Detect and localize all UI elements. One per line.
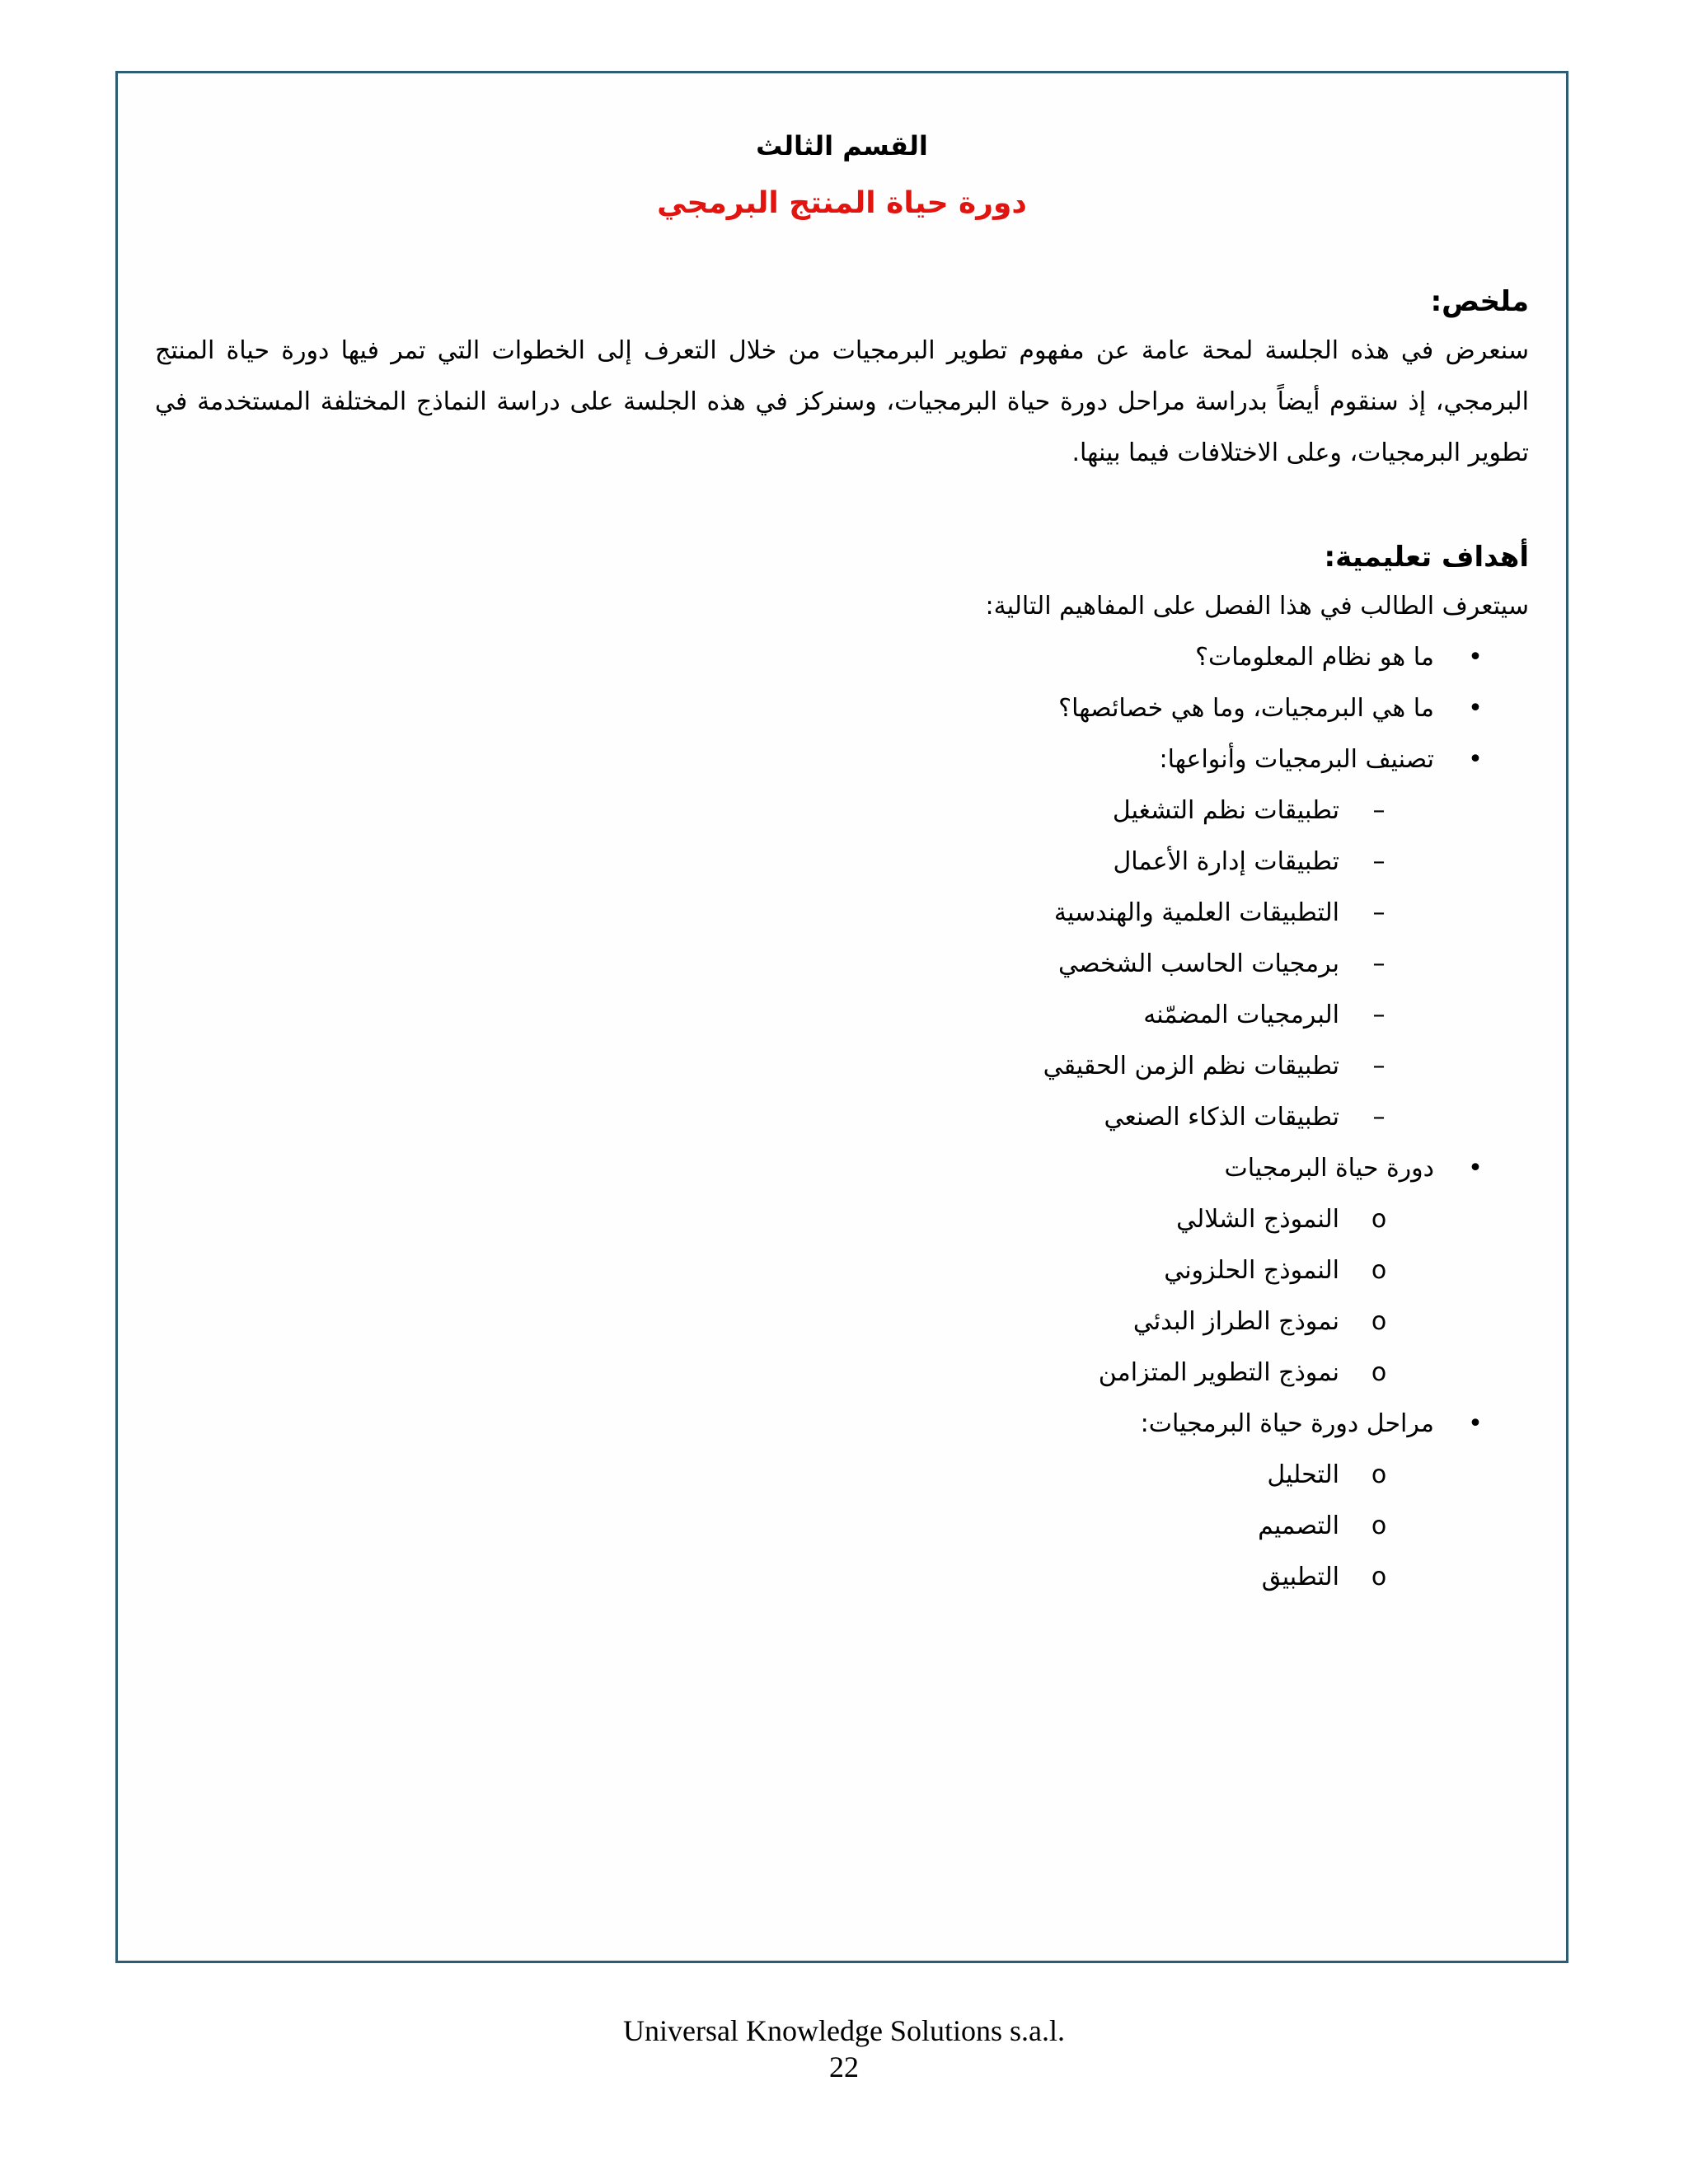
objective-item-text: تصنيف البرمجيات وأنواعها:: [1159, 745, 1434, 774]
circle-bullet-icon: o: [1371, 1205, 1387, 1234]
bullet-icon: •: [1468, 694, 1483, 723]
objective-subitem: [155, 785, 1529, 837]
objective-subitem-text: التصميم: [1258, 1511, 1339, 1540]
objective-subitem-text: تطبيقات نظم الزمن الحقيقي: [1043, 1052, 1339, 1080]
objective-subitem-text: برمجيات الحاسب الشخصي: [1057, 949, 1339, 978]
objective-subitem: [155, 1194, 1529, 1245]
dash-bullet-icon: –: [1372, 949, 1386, 978]
objective-subitem-text: نموذج التطوير المتزامن: [1098, 1358, 1339, 1387]
objective-subitem: [155, 1347, 1529, 1399]
page-frame: [115, 71, 1568, 1963]
objective-item: [155, 1399, 1529, 1450]
bullet-icon: •: [1468, 1154, 1483, 1183]
objective-subitem: [155, 837, 1529, 888]
objective-item-text: ما هو نظام المعلومات؟: [1195, 643, 1434, 672]
circle-bullet-icon: o: [1371, 1511, 1387, 1540]
section-label: القسم الثالث: [756, 130, 928, 162]
summary-heading: ملخص:: [1430, 285, 1529, 318]
objective-subitem-text: التطبيقات العلمية والهندسية: [1053, 898, 1339, 927]
objective-item: [155, 632, 1529, 683]
objective-subitem-text: تطبيقات الذكاء الصنعي: [1104, 1103, 1339, 1132]
objective-subitem: [155, 1552, 1529, 1603]
objective-item-text: دورة حياة البرمجيات: [1224, 1154, 1434, 1183]
objective-item: [155, 734, 1529, 785]
bullet-icon: •: [1468, 1409, 1483, 1438]
bullet-icon: •: [1468, 643, 1483, 672]
objective-subitem-text: النموذج الحلزوني: [1164, 1256, 1339, 1285]
objective-subitem-text: تطبيقات نظم التشغيل: [1112, 796, 1339, 825]
objective-subitem-text: البرمجيات المضمّنه: [1143, 1001, 1339, 1029]
bullet-icon: •: [1468, 745, 1483, 774]
objective-subitem: [155, 1501, 1529, 1552]
objective-subitem: [155, 939, 1529, 990]
footer-page-number: 22: [829, 2050, 859, 2083]
circle-bullet-icon: o: [1371, 1307, 1387, 1336]
objective-subitem: [155, 1041, 1529, 1092]
objective-subitem-text: تطبيقات إدارة الأعمال: [1113, 847, 1339, 876]
circle-bullet-icon: o: [1371, 1460, 1387, 1489]
objectives-intro: سيتعرف الطالب في هذا الفصل على المفاهيم التالية:: [985, 592, 1529, 621]
objectives-heading: أهداف تعليمية:: [1324, 541, 1529, 574]
objective-subitem-text: نموذج الطراز البدئي: [1132, 1307, 1339, 1336]
footer-company: Universal Knowledge Solutions s.a.l.: [623, 2014, 1065, 2047]
objective-subitem: [155, 1296, 1529, 1347]
dash-bullet-icon: –: [1372, 1103, 1386, 1132]
objective-subitem-text: التحليل: [1267, 1460, 1339, 1489]
dash-bullet-icon: –: [1372, 1052, 1386, 1080]
objectives-list: [155, 632, 1529, 1603]
dash-bullet-icon: –: [1372, 847, 1386, 876]
objective-subitem: [155, 1450, 1529, 1501]
objective-subitem: [155, 990, 1529, 1041]
objective-subitem: [155, 1245, 1529, 1296]
objective-item-text: مراحل دورة حياة البرمجيات:: [1140, 1409, 1434, 1438]
dash-bullet-icon: –: [1372, 796, 1386, 825]
objective-item: [155, 1143, 1529, 1194]
objective-item-text: ما هي البرمجيات، وما هي خصائصها؟: [1058, 694, 1434, 723]
circle-bullet-icon: o: [1371, 1563, 1387, 1591]
summary-text: سنعرض في هذه الجلسة لمحة عامة عن مفهوم تطوير البرمجيات من خلال التعرف إلى الخطوات التي تمر فيها دورة حياة المنتج البرمجي، إذ سنقوم أيضاً بدراسة مراحل دورة حياة البرمجيات، وسنركز في هذه الجلسة على دراسة النماذج المختلفة المستخدمة في تطوير البرمجيات، وعلى الاختلافات فيما بينها.: [155, 336, 1529, 467]
section-title: دورة حياة المنتج البرمجي: [657, 186, 1027, 220]
objective-subitem-text: التطبيق: [1261, 1563, 1339, 1591]
objective-subitem: [155, 1092, 1529, 1143]
dash-bullet-icon: –: [1372, 898, 1386, 927]
circle-bullet-icon: o: [1371, 1256, 1387, 1285]
page-content: [155, 126, 1529, 1603]
objective-subitem: [155, 888, 1529, 939]
dash-bullet-icon: –: [1372, 1001, 1386, 1029]
circle-bullet-icon: o: [1371, 1358, 1387, 1387]
objective-item: [155, 683, 1529, 734]
objective-subitem-text: النموذج الشلالي: [1176, 1205, 1339, 1234]
